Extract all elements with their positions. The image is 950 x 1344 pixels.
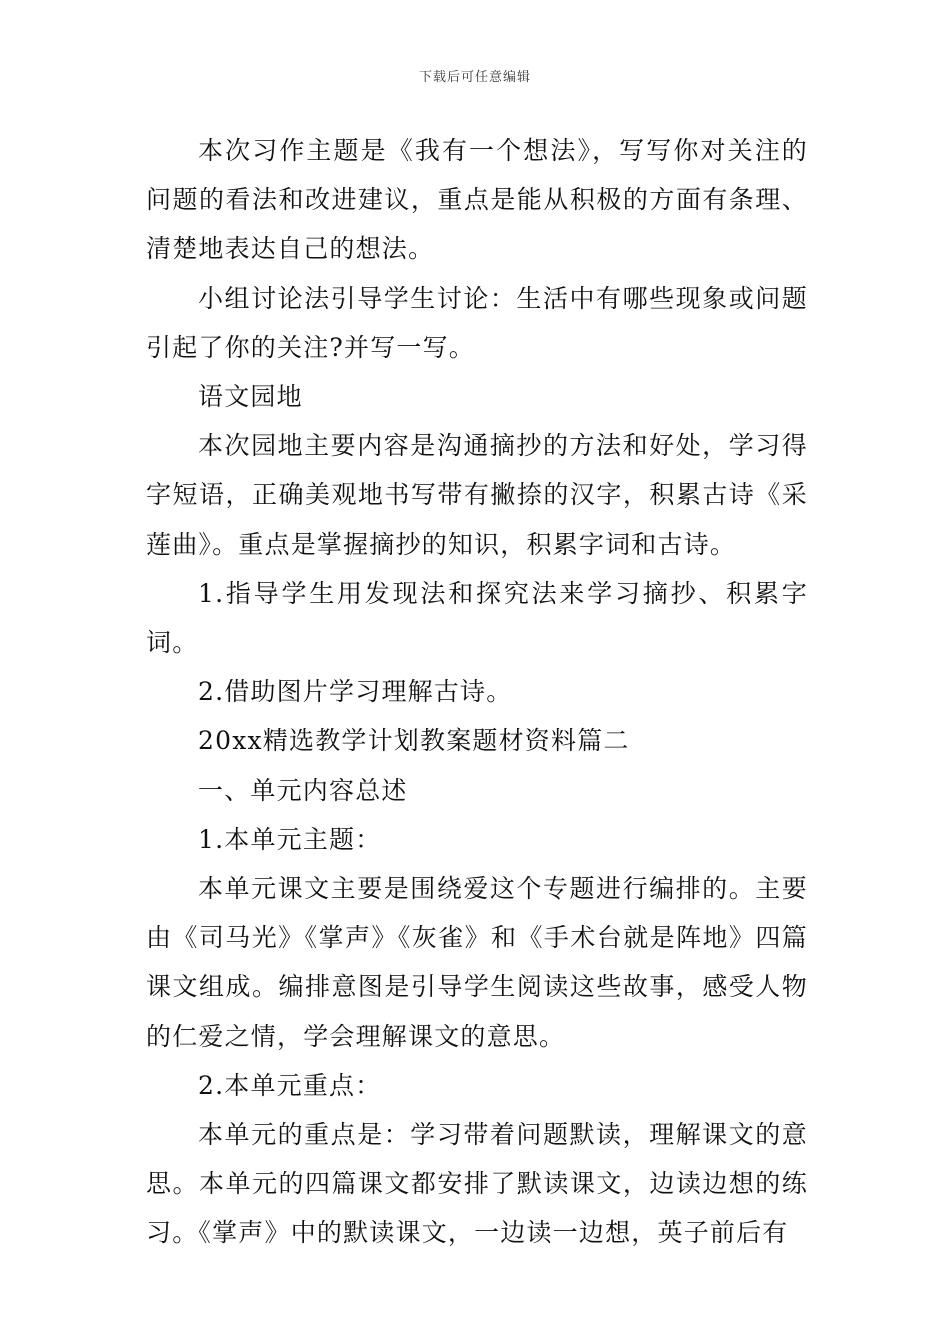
paragraph-garden-content: 本次园地主要内容是沟通摘抄的方法和好处，学习得字短语，正确美观地书写带有撇捺的汉字，积累古诗《采莲曲》。重点是掌握摘抄的知识，积累字词和古诗。 xyxy=(146,431,808,559)
paragraph-group-discussion: 小组讨论法引导学生讨论：生活中有哪些现象或问题引起了你的关注?并写一写。 xyxy=(146,283,808,362)
section-heading-unit-overview: 一、单元内容总述 xyxy=(198,775,408,805)
subheading-unit-theme: 1.本单元主题： xyxy=(198,824,382,854)
paragraph-writing-topic: 本次习作主题是《我有一个想法》，写写你对关注的问题的看法和改进建议，重点是能从积极的方面有条理、清楚地表达自己的想法。 xyxy=(146,136,808,264)
subheading-unit-focus: 2.本单元重点： xyxy=(198,1070,382,1100)
list-item-1: 1.指导学生用发现法和探究法来学习摘抄、积累字词。 xyxy=(146,578,808,658)
document-body xyxy=(146,126,808,1258)
list-item-2: 2.借助图片学习理解古诗。 xyxy=(198,677,513,707)
section-heading-part-two: 20xx精选教学计划教案题材资料篇二 xyxy=(198,726,630,756)
page-header: 下载后可任意编辑 xyxy=(418,70,531,85)
paragraph-unit-theme: 本单元课文主要是围绕爱这个专题进行编排的。主要由《司马光》《掌声》《灰雀》和《手术台就是阵地》四篇课文组成。编排意图是引导学生阅读这些故事，感受人物的仁爱之情，学会理解课文的意思。 xyxy=(146,874,808,1051)
paragraph-unit-focus: 本单元的重点是：学习带着问题默读，理解课文的意思。本单元的四篇课文都安排了默读课文，边读边想的练习。《掌声》中的默读课文，一边读一边想，英子前后有 xyxy=(146,1120,808,1248)
section-heading-chinese-garden: 语文园地 xyxy=(198,382,303,412)
